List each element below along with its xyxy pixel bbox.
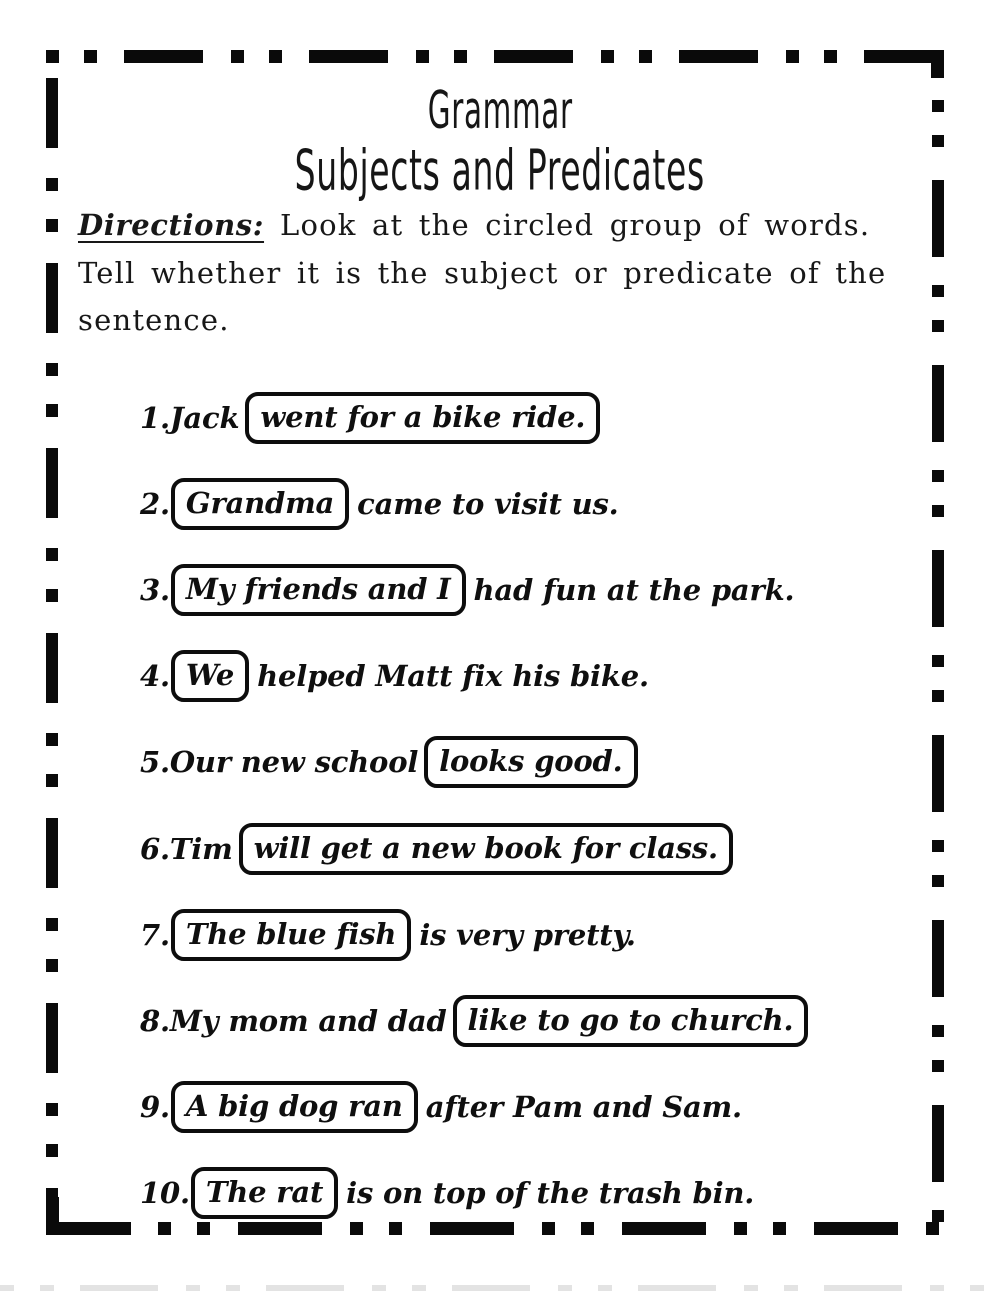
circled-word-group[interactable]: The blue fish — [171, 909, 411, 961]
sentence-number: 3. — [140, 573, 170, 608]
circled-word-group[interactable]: looks good. — [424, 736, 637, 788]
circled-word-group[interactable]: will get a new book for class. — [239, 823, 733, 875]
sentence-post-text: had fun at the park. — [473, 573, 795, 608]
sentence-row — [140, 719, 970, 805]
circled-word-group[interactable]: The rat — [191, 1167, 338, 1219]
circled-word-group[interactable]: We — [171, 650, 249, 702]
sentence-row — [140, 1064, 970, 1150]
circled-word-group[interactable]: My friends and I — [171, 564, 466, 616]
sentence-row — [140, 1150, 970, 1236]
border-corner-top-right — [931, 50, 944, 78]
directions-line — [78, 202, 923, 250]
sentence-row — [140, 805, 970, 891]
sentence-number: 4. — [140, 659, 170, 694]
worksheet-title-row — [0, 80, 1000, 141]
sentence-list — [140, 375, 970, 1236]
sentence-row — [140, 892, 970, 978]
border-corner-bottom-left — [46, 1222, 131, 1235]
sentence-number: 6. — [140, 831, 170, 866]
sentence-post-text: helped Matt fix his bike. — [257, 659, 649, 694]
sentence-pre-text: My mom and dad — [169, 1003, 447, 1038]
page-subtitle: Subjects and Predicates — [294, 138, 706, 203]
sentence-row — [140, 978, 970, 1064]
sentence-number: 10. — [140, 1175, 190, 1210]
directions-label: Directions: — [78, 208, 265, 242]
sentence-post-text: came to visit us. — [357, 487, 619, 522]
page-title: Grammar — [427, 80, 573, 141]
circled-word-group[interactable]: went for a bike ride. — [245, 392, 600, 444]
sentence-pre-text: Jack — [169, 401, 240, 436]
sentence-row — [140, 547, 970, 633]
circled-word-group[interactable]: like to go to church. — [453, 995, 809, 1047]
sentence-post-text: is on top of the trash bin. — [346, 1175, 755, 1210]
directions-paragraph — [78, 202, 923, 345]
sentence-number: 7. — [140, 917, 170, 952]
next-page-border-hint — [0, 1285, 1000, 1291]
circled-word-group[interactable]: A big dog ran — [171, 1081, 418, 1133]
directions-text: Look at the circled group of words. — [280, 208, 871, 242]
sentence-number: 9. — [140, 1089, 170, 1124]
sentence-row — [140, 461, 970, 547]
sentence-pre-text: Our new school — [169, 745, 419, 780]
circled-word-group[interactable]: Grandma — [171, 478, 349, 530]
sentence-number: 5. — [140, 745, 170, 780]
directions-text: Tell whether it is the subject or predicate of the — [78, 255, 887, 290]
sentence-row — [140, 633, 970, 719]
sentence-number: 2. — [140, 487, 170, 522]
worksheet-subtitle-row — [0, 138, 1000, 203]
sentence-number: 8. — [140, 1003, 170, 1038]
border-left — [46, 78, 58, 1222]
border-top — [46, 50, 944, 63]
sentence-post-text: is very pretty. — [419, 917, 636, 952]
sentence-number: 1. — [140, 401, 170, 436]
directions-text: sentence. — [78, 303, 230, 337]
sentence-pre-text: Tim — [169, 831, 233, 866]
sentence-post-text: after Pam and Sam. — [425, 1089, 742, 1124]
sentence-row — [140, 375, 970, 461]
